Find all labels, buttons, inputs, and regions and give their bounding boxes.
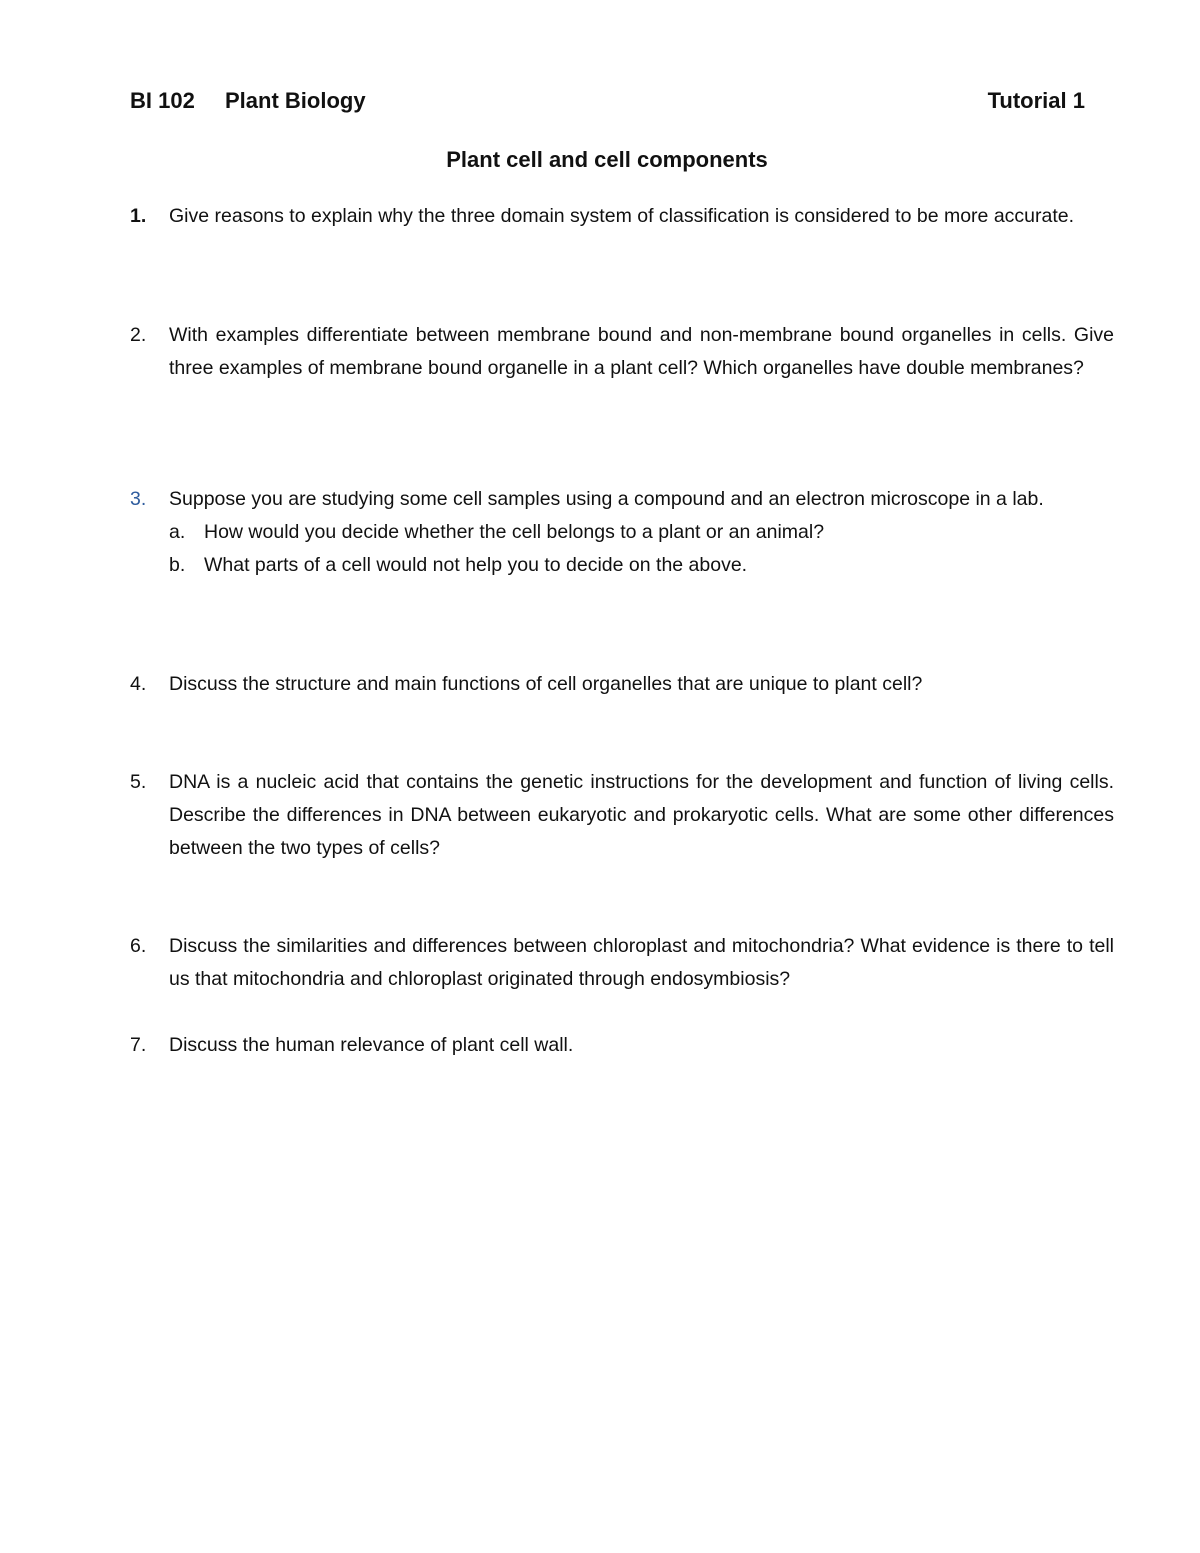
- question-number: 5.: [130, 771, 147, 793]
- sub-question-b: [169, 549, 1114, 582]
- question-number: 3.: [130, 488, 147, 510]
- sub-question-letter: a.: [169, 521, 186, 543]
- question-text: Discuss the structure and main functions of cell organelles that are unique to plant cell?: [169, 673, 923, 695]
- question-text: DNA is a nucleic acid that contains the genetic instructions for the development and function of living cells. Describe the differences in DNA between eukaryotic and prokaryotic cells. What are some other differences between the two types of cells?: [169, 771, 1114, 859]
- question-4: [130, 668, 1114, 701]
- sub-question-text: How would you decide whether the cell belongs to a plant or an animal?: [204, 521, 825, 543]
- question-1: [130, 200, 1114, 233]
- question-6: [130, 930, 1114, 996]
- question-text: Discuss the similarities and differences between chloroplast and mitochondria? What evidence is there to tell us that mitochondria and chloroplast originated through endosymbiosis?: [169, 935, 1114, 990]
- question-text: Give reasons to explain why the three domain system of classification is considered to be more accurate.: [169, 205, 1075, 227]
- question-3: [130, 483, 1114, 582]
- question-7: [130, 1029, 1114, 1062]
- question-number: 2.: [130, 324, 147, 346]
- question-text: With examples differentiate between membrane bound and non-membrane bound organelles in cells. Give three examples of membrane bound organelle in a plant cell? Which organelles have double membranes?: [169, 324, 1114, 379]
- sub-question-text: What parts of a cell would not help you to decide on the above.: [204, 554, 748, 576]
- question-5: [130, 766, 1114, 865]
- sub-question-letter: b.: [169, 554, 186, 576]
- question-number: 6.: [130, 935, 147, 957]
- course-header: [130, 88, 366, 114]
- question-number: 1.: [130, 205, 147, 227]
- question-number: 4.: [130, 673, 147, 695]
- course-name: Plant Biology: [225, 88, 366, 113]
- question-number: 7.: [130, 1034, 147, 1056]
- page-title: Plant cell and cell components: [446, 147, 768, 172]
- question-text: Suppose you are studying some cell samples using a compound and an electron microscope in a lab.: [169, 488, 1044, 510]
- sub-question-a: [169, 516, 1114, 549]
- course-code: BI 102: [130, 88, 195, 113]
- question-text: Discuss the human relevance of plant cell wall.: [169, 1034, 574, 1056]
- question-2: [130, 319, 1114, 385]
- tutorial-label: Tutorial 1: [987, 88, 1085, 113]
